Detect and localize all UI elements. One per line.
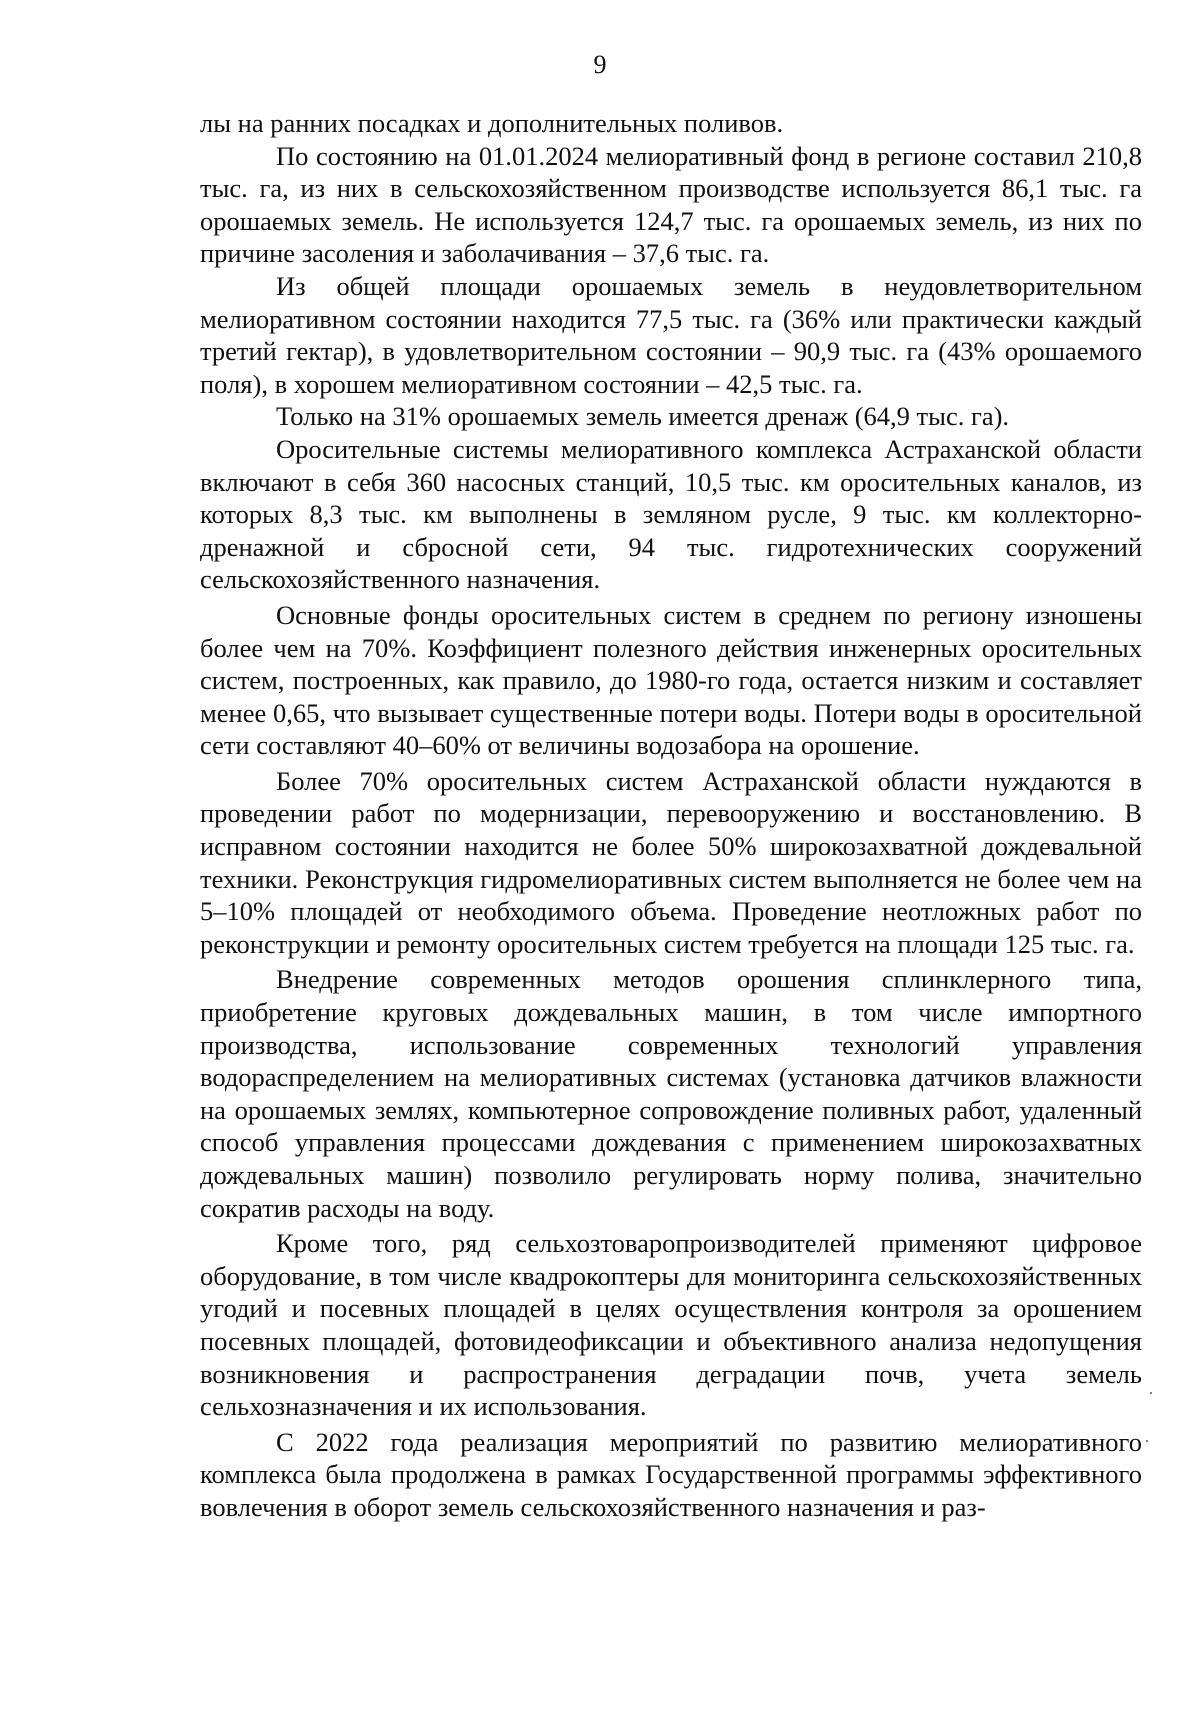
paragraph-modern-methods: Внедрение современных методов орошения сплинклерного типа, приобретение круговых дождевальных машин, в том числе импортного производства, использование современных технологий управления водораспределением на мелиоративных системах (установка датчиков влажности на орошаемых землях, компьютерное сопровождение поливных работ, удаленный способ управления процессами дождевания с применением широкозахватных дождевальных машин) позволило регулировать норму полива, значительно сократив расходы на воду. <box>200 964 1142 1223</box>
scan-speck <box>1150 1392 1152 1394</box>
paragraph-melioration-fund: По состоянию на 01.01.2024 мелиоративный фонд в регионе составил 210,8 тыс. га, из них в сельскохозяйственном производстве используется 86,1 тыс. га орошаемых земель. Не используется 124,7 тыс. га орошаемых земель, из них по причине засоления и заболачивания – 37,6 тыс. га. <box>200 140 1142 269</box>
paragraph-modernization: Более 70% оросительных систем Астраханской области нуждаются в проведении работ по модернизации, перевооружению и восстановлению. В исправном состоянии находится не более 50% широкозахватной дождевальной техники. Реконструкция гидромелиоративных систем выполняется не более чем на 5–10% площадей от необходимого объема. Проведение неотложных работ по реконструкции и ремонту оросительных систем требуется на площади 125 тыс. га. <box>200 765 1142 959</box>
paragraph-digital-equipment: Кроме того, ряд сельхозтоваропроизводителей применяют цифровое оборудование, в том числе квадрокоптеры для мониторинга сельскохозяйственных угодий и посевных площадей в целях осуществления контроля за орошением посевных площадей, фотовидеофиксации и объективного анализа недопущения возникновения и распространения деградации почв, учета земель сельхозназначения и их использования. <box>200 1228 1142 1422</box>
paragraph-continuation: лы на ранних посадках и дополнительных поливов. <box>200 108 784 138</box>
scan-speck <box>1146 1440 1148 1442</box>
paragraph-fixed-assets: Основные фонды оросительных систем в среднем по региону изношены более чем на 70%. Коэффициент полезного действия инженерных оросительных систем, построенных, как правило, до 1980-го года, остается низким и составляет менее 0,65, что вызывает существенные потери воды. Потери воды в оросительной сети составляют 40–60% от величины водозабора на орошение. <box>200 599 1142 761</box>
paragraph-drainage: Только на 31% орошаемых земель имеется дренаж (64,9 тыс. га). <box>276 401 1010 432</box>
paragraph-state-program: С 2022 года реализация мероприятий по развитию мелиоративного комплекса была продолжена в рамках Государственной программы эффективного вовлечения в оборот земель сельскохозяйственного назначения и раз- <box>200 1426 1142 1522</box>
page-number: 9 <box>593 50 607 79</box>
paragraph-irrigation-systems: Оросительные системы мелиоративного комплекса Астраханской области включают в себя 360 насосных станций, 10,5 тыс. км оросительных каналов, из которых 8,3 тыс. км выполнены в земляном русле, 9 тыс. км коллекторно-дренажной и сбросной сети, 94 тыс. гидротехнических сооружений сельскохозяйственного назначения. <box>200 433 1142 595</box>
body-text <box>200 107 1142 1524</box>
paragraph-land-condition: Из общей площади орошаемых земель в неудовлетворительном мелиоративном состоянии находится 77,5 тыс. га (36% или практически каждый третий гектар), в удовлетворительном состоянии – 90,9 тыс. га (43% орошаемого поля), в хорошем мелиоративном состоянии – 42,5 тыс. га. <box>200 270 1142 399</box>
